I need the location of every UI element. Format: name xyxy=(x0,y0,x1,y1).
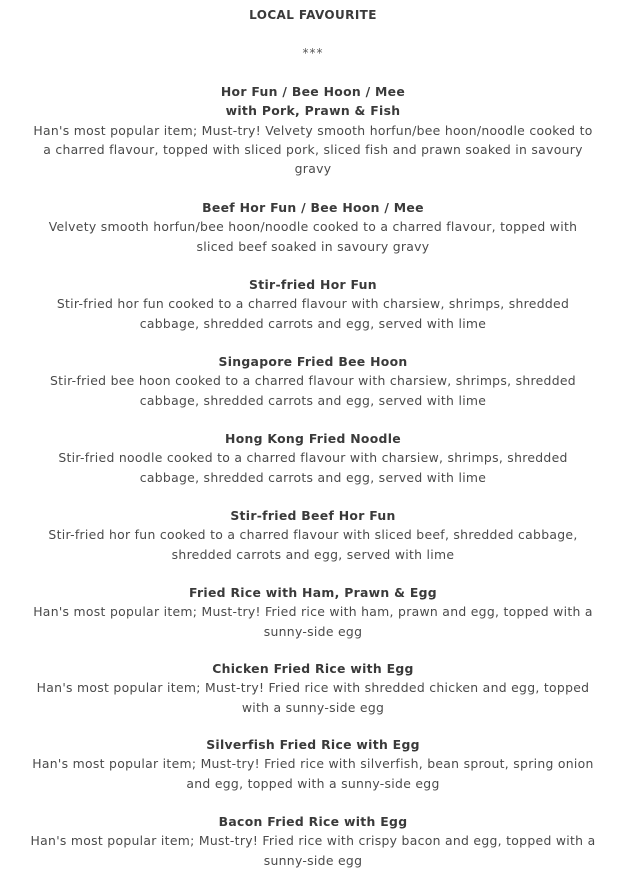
item-description: Stir-fried hor fun cooked to a charred flavour with charsiew, shrimps, shredded cabbage, shredded carrots and egg, served with lime xyxy=(56,296,570,331)
item-name: Stir-fried Beef Hor Fun xyxy=(230,508,396,523)
menu-item xyxy=(10,812,616,870)
item-name: Silverfish Fried Rice with Egg xyxy=(206,737,420,752)
item-description: Han's most popular item; Must-try! Fried rice with shredded chicken and egg, topped with a sunny-side egg xyxy=(36,680,590,715)
item-name: Bacon Fried Rice with Egg xyxy=(218,814,408,829)
item-name: Fried Rice with Ham, Prawn & Egg xyxy=(189,585,437,600)
item-description: Stir-fried hor fun cooked to a charred flavour with sliced beef, shredded cabbage, shredded carrots and egg, served with lime xyxy=(48,527,578,562)
item-description: Stir-fried bee hoon cooked to a charred flavour with charsiew, shrimps, shredded cabbage, shredded carrots and egg, served with lime xyxy=(50,373,576,408)
menu-item xyxy=(10,275,616,333)
item-description: Han's most popular item; Must-try! Fried rice with ham, prawn and egg, topped with a sunny-side egg xyxy=(33,604,593,639)
item-name: Chicken Fried Rice with Egg xyxy=(212,661,414,676)
section-divider: *** xyxy=(302,46,324,60)
menu-item xyxy=(10,506,616,564)
item-description: Han's most popular item; Must-try! Fried rice with silverfish, bean sprout, spring onion and egg, topped with a sunny-side egg xyxy=(32,756,594,791)
item-name: Hor Fun / Bee Hoon / Mee with Pork, Prawn & Fish xyxy=(220,84,406,119)
item-description: Han's most popular item; Must-try! Fried rice with crispy bacon and egg, topped with a sunny-side egg xyxy=(30,833,596,868)
menu-item xyxy=(10,735,616,793)
menu-item xyxy=(10,82,616,178)
item-name: Singapore Fried Bee Hoon xyxy=(218,354,408,369)
section-title: LOCAL FAVOURITE xyxy=(249,8,377,22)
item-description: Han's most popular item; Must-try! Velvety smooth horfun/bee hoon/noodle cooked to a charred flavour, topped with sliced pork, sliced fish and prawn soaked in savoury gravy xyxy=(33,122,593,177)
menu-item xyxy=(10,429,616,487)
item-name: Hong Kong Fried Noodle xyxy=(225,431,401,446)
menu-item xyxy=(10,352,616,410)
menu-item xyxy=(10,583,616,641)
item-name: Beef Hor Fun / Bee Hoon / Mee xyxy=(202,200,424,215)
menu-item xyxy=(10,659,616,717)
menu-item xyxy=(10,198,616,256)
item-name: Stir-fried Hor Fun xyxy=(249,277,377,292)
item-description: Stir-fried noodle cooked to a charred flavour with charsiew, shrimps, shredded cabbage, shredded carrots and egg, served with lime xyxy=(58,450,568,485)
item-description: Velvety smooth horfun/bee hoon/noodle cooked to a charred flavour, topped with sliced beef soaked in savoury gravy xyxy=(48,219,578,254)
